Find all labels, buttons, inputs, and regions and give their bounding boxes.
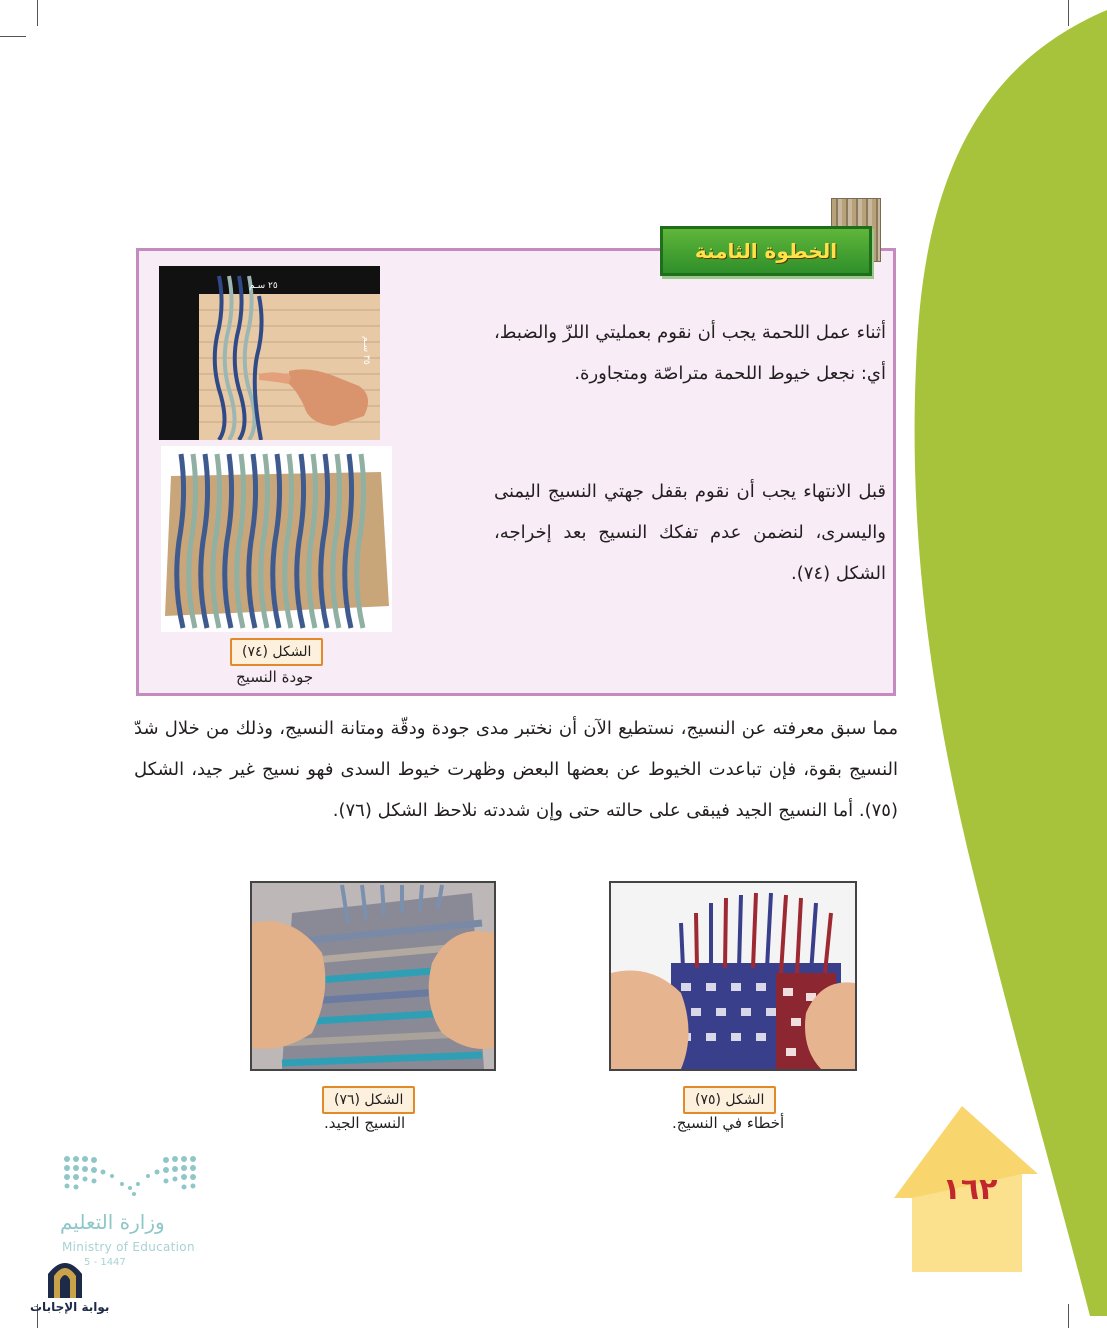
finished-weave-image xyxy=(161,446,392,632)
faulty-weave-image xyxy=(611,883,855,1069)
figure-75-photo xyxy=(609,881,857,1071)
box-paragraph-2: قبل الانتهاء يجب أن نقوم بقفل جهتي النسيج اليمنى واليسرى، لنضمن عدم تفكك النسيج بعد إخراجه، الشكل (٧٤). xyxy=(494,481,886,584)
step-title-banner xyxy=(660,226,872,276)
ministry-logo-icon xyxy=(62,1154,198,1204)
answers-portal-logo-icon xyxy=(44,1256,86,1300)
figure-74-photo-bottom xyxy=(161,446,392,632)
figure-76-caption: النسيج الجيد. xyxy=(324,1114,406,1132)
step-title: الخطوة الثامنة xyxy=(694,239,838,263)
good-weave-image xyxy=(252,883,494,1069)
side-marker: ٣٥ سـم xyxy=(361,336,371,365)
top-marker: ٢٥ سـم xyxy=(249,281,278,291)
figure-76-label: الشكل (٧٦) xyxy=(322,1086,415,1114)
figure-74-caption: جودة النسيج xyxy=(236,668,314,686)
figure-74-photo-top xyxy=(159,266,380,440)
answers-portal-watermark: بوابة الإجابات xyxy=(30,1300,110,1314)
figure-76-photo xyxy=(250,881,496,1071)
ministry-year: 5 - 1447 xyxy=(84,1257,126,1268)
box-paragraph-1: أثناء عمل اللحمة يجب أن نقوم بعمليتي اللزّ والضبط، أي: نجعل خيوط اللحمة متراصّة ومتجاورة. xyxy=(494,322,886,384)
figure-74-label: الشكل (٧٤) xyxy=(230,638,323,666)
figure-75-caption: أخطاء في النسيج. xyxy=(672,1114,785,1132)
loom-pressing-image xyxy=(159,266,380,440)
figure-75-label: الشكل (٧٥) xyxy=(683,1086,776,1114)
main-paragraph: مما سبق معرفته عن النسيج، نستطيع الآن أن نختبر مدى جودة ودقّة ومتانة النسيج، وذلك من خلال شدّ النسيج بقوة، فإن تباعدت الخيوط عن بعضها البعض وظهرت خيوط السدى فهو نسيج غير جيد، الشكل (٧٥). أما النسيج الجيد فيبقى على حالته حتى وإن شددته نلاحظ الشكل (٧٦). xyxy=(134,718,898,821)
ministry-name-arabic: وزارة التعليم xyxy=(60,1210,165,1234)
ministry-name-english: Ministry of Education xyxy=(62,1240,195,1254)
page-number: ١٦٢ xyxy=(942,1172,998,1207)
